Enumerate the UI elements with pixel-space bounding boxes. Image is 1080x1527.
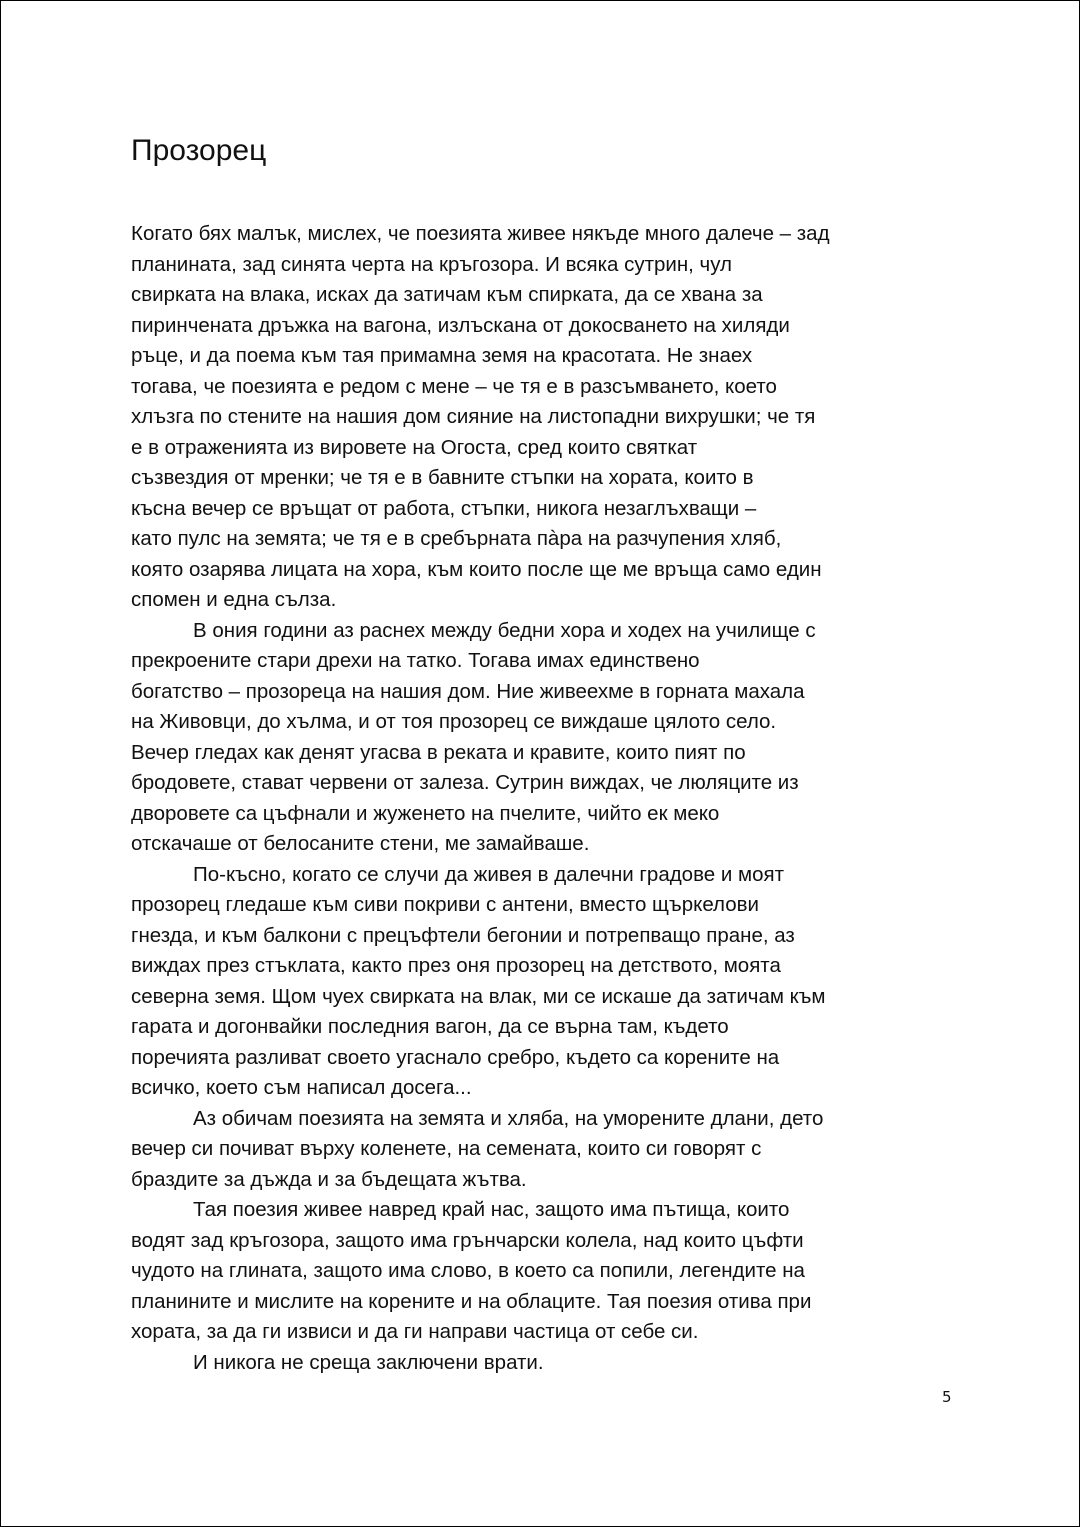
text-line: гнезда, и към балкони с прецъфтели бегонии и потрепващо пране, аз — [131, 923, 795, 947]
text-line: браздите за дъжда и за бъдещата жътва. — [131, 1167, 527, 1191]
paragraph — [131, 860, 961, 1104]
paragraph — [131, 1348, 961, 1379]
text-line: хората, за да ги извиси и да ги направи частица от себе си. — [131, 1320, 699, 1343]
paragraph — [131, 616, 961, 860]
paragraph — [131, 1195, 961, 1348]
text-line: планините и мислите на корените и на облаците. Тая поезия отива при — [131, 1289, 812, 1313]
text-line: виждах през стъклата, както през оня прозорец на детството, моята — [131, 954, 781, 977]
text-line: свирката на влака, исках да затичам към спирката, да се хвана за — [131, 283, 763, 306]
text-line: поречията разливат своето угаснало сребро, където са корените на — [131, 1045, 780, 1069]
text-line: северна земя. Щом чуех свирката на влак, ми се искаше да затичам към — [131, 984, 826, 1008]
text-line: прекроените стари дрехи на татко. Тогава имах единствено — [131, 649, 700, 672]
text-line: Аз обичам поезията на земята и хляба, на уморените длани, дето — [193, 1106, 824, 1130]
text-line: спомен и една сълза. — [131, 588, 337, 611]
text-line: водят зад кръгозора, защото има грънчарски колела, над които цъфти — [131, 1228, 804, 1252]
paragraph — [131, 219, 961, 616]
text-line: богатство – прозореца на нашия дом. Ние живеехме в горната махала — [131, 679, 805, 703]
text-line: съзвездия от мренки; че тя е в бавните стъпки на хората, които в — [131, 466, 754, 489]
text-line: В ония години аз раснех между бедни хора и ходех на училище с — [193, 618, 816, 642]
page-title: Прозорец — [131, 134, 267, 167]
text-line: По-късно, когато се случи да живея в далечни градове и моят — [193, 862, 784, 886]
text-line: дворовете са цъфнали и жуженето на пчелите, чийто ек меко — [131, 801, 720, 825]
text-line: е в отраженията из вировете на Огоста, сред които святкат — [131, 435, 698, 459]
text-line: Когато бях малък, мислех, че поезията живее някъде много далече – зад — [131, 222, 830, 245]
text-line: всичко, което съм написал досега... — [131, 1076, 472, 1099]
page-number: 5 — [942, 1388, 952, 1406]
text-line: чудото на глината, защото има слово, в което са попили, легендите на — [131, 1259, 805, 1282]
body-text — [131, 219, 961, 1378]
text-line: Вечер гледах как денят угасва в реката и кравите, които пият по — [131, 740, 746, 764]
text-line: планината, зад синята черта на кръгозора. И всяка сутрин, чул — [131, 252, 732, 276]
text-line: пиринчената дръжка на вагона, излъскана от докосването на хиляди — [131, 313, 790, 337]
text-line: хлъзга по стените на нашия дом сияние на листопадни вихрушки; че тя — [131, 405, 816, 428]
text-line: тогава, че поезията е редом с мене – че тя е в разсъмването, което — [131, 374, 777, 398]
text-line: на Живовци, до хълма, и от тоя прозорец се виждаше цялото село. — [131, 710, 777, 733]
text-line: вечер си почиват върху коленете, на семената, които си говорят с — [131, 1137, 762, 1160]
text-line: късна вечер се връщат от работа, стъпки, никога незаглъхващи – — [131, 496, 757, 520]
text-line: като пулс на земята; че тя е в сребърната пàра на разчупения хляб, — [131, 527, 782, 550]
text-line: ръце, и да поема към тая примамна земя на красотата. Не знаех — [131, 344, 753, 367]
text-line: отскачаше от белосаните стени, ме замайваше. — [131, 832, 590, 855]
text-line: гарата и догонвайки последния вагон, да се върна там, където — [131, 1015, 729, 1038]
text-line: прозорец гледаше към сиви покриви с антени, вместо щъркелови — [131, 893, 759, 916]
text-line: И никога не среща заключени врати. — [193, 1350, 544, 1374]
text-line: Тая поезия живее навред край нас, защото има пътища, които — [193, 1198, 790, 1221]
text-line: която озарява лицата на хора, към които после ще ме връща само един — [131, 557, 822, 581]
paragraph — [131, 1104, 961, 1196]
text-line: бродовете, стават червени от залеза. Сутрин виждах, че люляците из — [131, 771, 799, 794]
